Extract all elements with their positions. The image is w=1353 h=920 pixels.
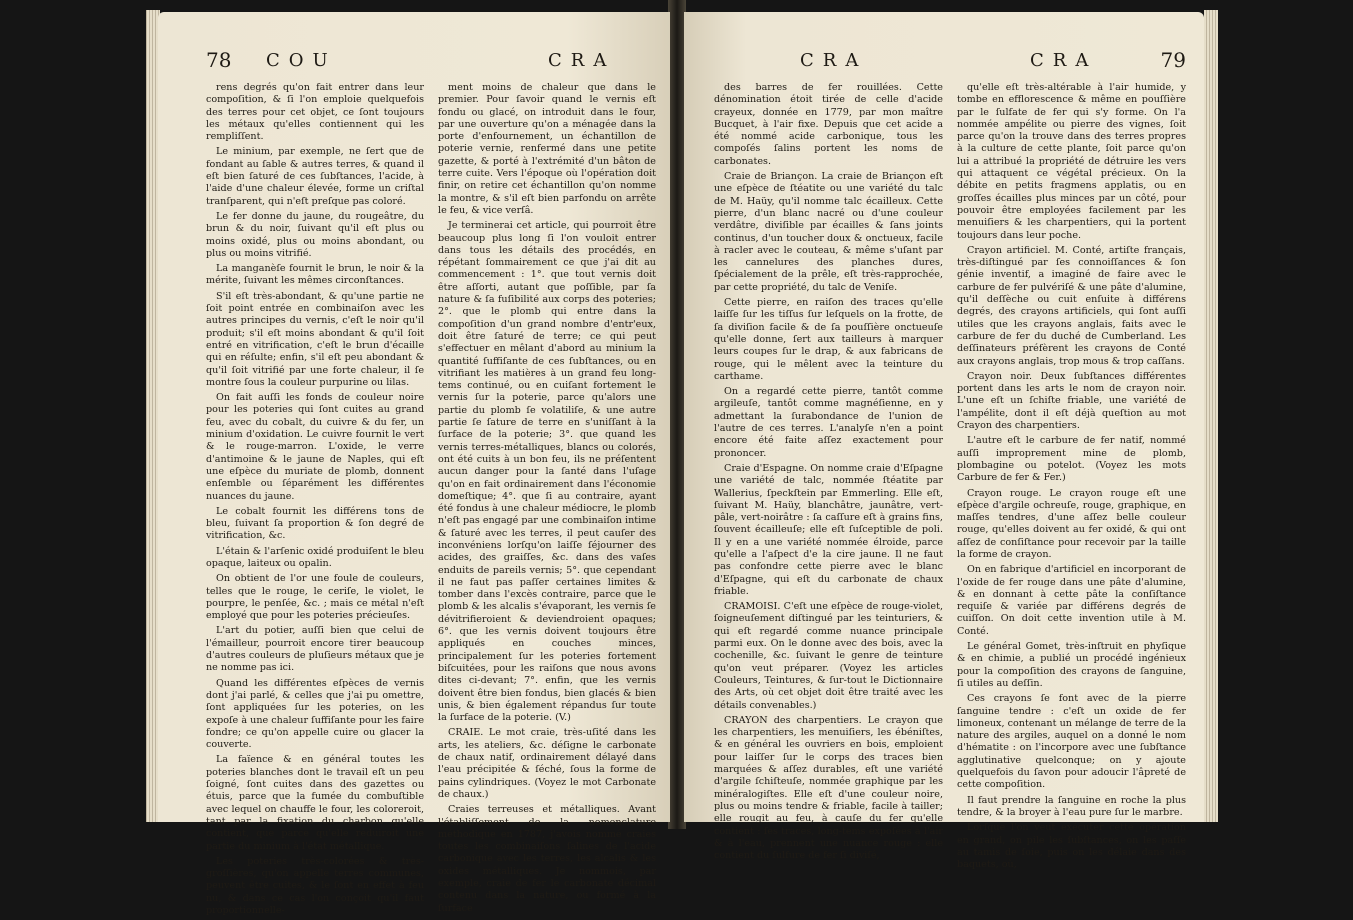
entry-crayon-artificiel: Crayon artificiel. M. Conté, artiſte français, très-diſtingué par ſes connoiſſances & ſon génie inventif, a imaginé de faire avec le carbure de fer pulvériſé & une pâte d'alumine, qu'il deſſèche ou cuit enſuite à différens degrés, des crayons artificiels, qui ſont auſſi utiles que les crayons anglais, faits avec le carbure de fer du duché de Cumberland. Les deſſinateurs préfèrent les crayons de Conté aux crayons anglais, trop mous & trop caſſans.	[957, 244, 1186, 367]
paragraph: Ces crayons ſe font avec de la pierre ſanguine tendre : c'eſt un oxide de fer limoneux, contenant un mélange de terre de la nature des argiles, auquel on a donné le nom d'hématite : on l'incorpore avec une ſubſtance agglutinative quelconque; on y ajoute quelquefois du ſavon pour adoucir l'âpreté de cette compoſition.	[957, 693, 1186, 791]
entry-craies-terreuses: Craies terreuses et métalliques. Avant l'établiſſement de la nomenclature méthodique en 1787, j'avois nommé craies toutes les combinaiſons ſalines de l'acide carbonique avec les terres, les alcalis & les oxides métalliques. Je nommois, par exemple, craie de fer le carbonate décimal contenu dans la nature, ou formé à la ſurface	[438, 804, 656, 914]
paragraph: Quand les différentes eſpèces de vernis dont j'ai parlé, & celles que j'ai pu omettre, ſont appliquées ſur les poteries, on les expoſe à une chaleur ſuffiſante pour les faire fondre; ce qu'on appelle cuire ou glacer la couverte.	[206, 677, 424, 751]
paragraph: Cette pierre, en raiſon des traces qu'elle laiſſe ſur les tiſſus ſur leſquels on la frotte, de ſa diviſion facile & de ſa pouſſière onctueuſe qu'elle donne, ſert aux tailleurs à marquer leurs coupes ſur le drap, & aux fabricans de rouge, qui le mêlent avec la teinture du carthame.	[714, 297, 943, 382]
right-page	[684, 12, 1204, 871]
entry-craie-de-briancon: Craie de Briançon. La craie de Briançon eſt une eſpèce de ſtéatite ou une variété du talc de M. Haüy, qu'il nomme talc écailleux. Cette pierre, d'un blanc nacré ou d'une couleur verdâtre, diviſible par écailles & ſans joints continus, d'un toucher doux & onctueux, facile à racler avec le couteau, & même s'uſant par les cannelures des planches dures, ſpécialement de la prêle, eſt très-rapprochée, par cette propriété, du talc de Veniſe.	[714, 171, 943, 293]
entry-craie: CRAIE. Le mot craie, très-uſité dans les arts, les ateliers, &c. déſigne le carbonate de chaux natif, ordinairement délayé dans l'eau précipitée & ſéché, ſous la forme de pains cylindriques. (Voyez le mot Carbonate de chaux.)	[438, 727, 656, 800]
paragraph: S'il eſt très-abondant, & qu'une partie ne ſoit point entrée en combinaiſon avec les autres principes du vernis, c'eſt le noir qu'il produit; s'il eſt moins abondant & qu'il ſoit entré en vitrification, c'eſt le brun d'écaille qui en réſulte; enfin, s'il eſt peu abondant & qu'il ſoit vitrifié par une forte chaleur, il ſe montre ſous la couleur purpurine ou lilas.	[206, 290, 424, 388]
left-head-word-1: COU	[266, 50, 337, 71]
paragraph: On a regardé cette pierre, tantôt comme argileuſe, tantôt comme magnéſienne, en y admettant la ſurabondance de l'union de l'autre de ces terres. L'analyſe n'en a point encore été faite aſſez exactement pour prononcer.	[714, 386, 943, 459]
right-page-number: 79	[1160, 48, 1186, 72]
left-column-1	[206, 82, 424, 920]
right-head-word-2: CRA	[1030, 50, 1098, 71]
paragraph: des barres de fer rouillées. Cette dénomination étoit tirée de celle d'acide crayeux, donnée en 1779, par mon maître Bucquet, à l'air fixe. Depuis que cet acide a été nommé acide carbonique, tous les compoſés ſalins portent les noms de carbonates.	[714, 82, 943, 167]
right-head-word-1: CRA	[800, 50, 868, 71]
right-running-head	[714, 48, 1186, 78]
paragraph: qu'elle eſt très-altérable à l'air humide, y tombe en efflorescence & même en pouſſière par le ſulfate de fer qui s'y forme. On l'a nommée ampélite ou pierre des vignes, ſoit parce qu'on la trouve dans des terres propres à la culture de cette plante, ſoit parce qu'on lui a attribué la propriété de détruire les vers qui attaquent ce végétal précieux. On la débite en petits fragmens applatis, ou en groſſes écailles plus minces par un côté, pour pouvoir être employées facilement par les menuiſiers & les charpentiers, qui la portent toujours dans leur poche.	[957, 82, 1186, 241]
right-page-edge	[1204, 10, 1218, 822]
left-page-number: 78	[206, 48, 232, 72]
paragraph: Il faut prendre la ſanguine en roche la plus tendre, & la broyer à l'eau pure ſur le marbre.	[957, 794, 1186, 818]
left-head-word-2: CRA	[548, 50, 616, 71]
paragraph: Le minium, par exemple, ne ſert que de fondant au ſable & autres terres, & quand il eſt bien ſaturé de ces ſubſtances, l'acide, à l'aide d'une chaleur élevée, forme un criſtal tranſparent, qui n'eſt preſque pas coloré.	[206, 146, 424, 207]
entry-crayon-noir: Crayon noir. Deux ſubſtances différentes portent dans les arts le nom de crayon noir. L'une eſt un ſchiſte friable, une variété de l'ampélite, dont il eſt déjà queſtion au mot Crayon des charpentiers.	[957, 370, 1186, 432]
paragraph: L'art du potier, auſſi bien que celui de l'émailleur, pourroit encore tirer beaucoup d'autres couleurs de pluſieurs métaux que je ne nomme pas ici.	[206, 625, 424, 674]
paragraph: rens degrés qu'on fait entrer dans leur compoſition, & ſi l'on emploie quelquefois des terres pour cet objet, ce ſont toujours les métaux qu'elles contiennent qui les rempliſſent.	[206, 82, 424, 143]
paragraph: L'autre eſt le carbure de fer natif, nommé auſſi improprement mine de plomb, plombagine ou potelot. (Voyez les mots Carbure de fer & Fer.)	[957, 435, 1186, 484]
left-column-2	[438, 82, 656, 920]
paragraph: L'étain & l'arſenic oxidé produiſent le bleu opaque, laiteux ou opalin.	[206, 545, 424, 569]
paragraph: On fait auſſi les fonds de couleur noire pour les poteries qui ſont cuites au grand feu, avec du cobalt, du cuivre & du fer, un minium d'oxidation. Le cuivre fournit le vert & le rouge-marron. L'oxide, le verre d'antimoine & le jaune de Naples, qui eſt une eſpèce du muriate de plomb, donnent enſemble ou ſéparément les différentes nuances du jaune.	[206, 392, 424, 502]
paragraph: Les poteries très-colorées & très-groſſières, qu'on appelle terres communes, peuvent être cuites, & le ſont en effet à feu nu, & dans ce cas l'on conçoit qu'il faut proportionnelle-	[206, 855, 424, 916]
paragraph: Le général Gomet, très-inſtruit en phyſique & en chimie, a publié un procédé ingénieux pour la compoſition des crayons de ſanguine, ſi utiles au deſſin.	[957, 641, 1186, 689]
paragraph: Je terminerai cet article, qui pourroit être beaucoup plus long ſi l'on vouloit entrer dans tous les détails des procédés, en répétant ſommairement ce que j'ai dit au commencement : 1°. que tout vernis doit être aſſorti, autant que poſſible, par ſa nature & ſa fuſibilité aux corps des poteries; 2°. que le plomb qui entre dans la compoſition d'un grand nombre d'entr'eux, doit être ſaturé de terre; ce qui peut s'effectuer en mêlant d'abord au minium la quantité ſuffiſante de ces ſubſtances, ou en vitrifiant les matières à un grand feu long-tems continué, ou en cuiſant fortement le vernis ſur la poterie, parce qu'alors une partie du plomb ſe volatiliſe, & une autre partie ſe ſature de terre en s'uniſſant à la ſurface de la poterie; 3°. que quand les vernis terres-métalliques, blancs ou colorés, ont été cuits à un bon feu, ils ne préſentent aucun danger pour la ſanté dans l'uſage qu'on en fait ordinairement dans l'économie domeſtique; 4°. que ſi au contraire, ayant été fondus à une chaleur médiocre, le plomb n'eſt pas engagé par une combinaiſon intime & ſaturé avec les terres, il peut cauſer des inconvéniens lorſqu'on laiſſe ſéjourner des acides, des graiſſes, &c. dans des vaſes enduits de pareils vernis; 5°. que cependant il ne faut pas paſſer certaines limites & tomber dans l'excès contraire, parce que le plomb & les alcalis s'évaporant, les vernis ſe dévitrifieroient & deviendroient opaques; 6°. que les vernis doivent toujours être appliqués en couches minces, principalement ſur les poteries fortement biſcuitées, pour les raiſons que nous avons dites ci-devant; 7°. enfin, que les vernis doivent être bien fondus, bien glacés & bien unis, & bien également répandus ſur toute la ſurface de la poterie. (V.)	[438, 220, 656, 724]
right-column-1	[714, 82, 943, 874]
left-running-head	[206, 48, 656, 78]
entry-crayon-des-charpentiers: CRAYON des charpentiers. Le crayon que les charpentiers, les menuiſiers, les ébéniſtes, & en général les ouvriers en bois, emploient pour laiſſer ſur le corps des traces bien marquées & aſſez durables, eſt une variété d'argile ſchiſteuſe, nommée graphique par les minéralogiſtes. Elle eſt d'une couleur noire, plus ou moins tendre & friable, facile à tailler; elle rougit au feu, à cauſe du fer qu'elle contient : ſes traces, long-tems expoſées à l'air & à l'eau, prennent une nuance rouge : elle contient du ſulfure de fer ſi diviſé,	[714, 714, 943, 862]
paragraph: Le cobalt fournit les différens tons de bleu, ſuivant ſa proportion & ſon degré de vitrification, &c.	[206, 505, 424, 542]
paragraph: La faïence & en général toutes les poteries blanches dont le travail eſt un peu ſoigné, ſont cuites dans des gazettes ou étuis, parce que la fumée du combuſtible avec lequel on chauffe le four, les coloreroit, tant par la fixation du charbon qu'elle contient, que parce qu'elle réduiroit une partie du minium à l'état métallique.	[206, 754, 424, 852]
right-column-2	[957, 82, 1186, 874]
left-page	[158, 12, 670, 916]
paragraph: On obtient de l'or une foule de couleurs, telles que le rouge, le ceriſe, le violet, le pourpre, le penſée, &c. ; mais ce métal n'eſt employé que pour les poteries précieuſes.	[206, 573, 424, 622]
paragraph: Lorſque l'on veut exécuter cette opération en grand, on pile les ſubſtances, on les paſſe au tamis de ſoie, puis on les délaie dans des baquets, où,	[957, 822, 1186, 871]
paragraph: On en fabrique d'artificiel en incorporant de l'oxide de fer rouge dans une pâte d'alumine, & en donnant à cette pâte la conſiſtance requiſe & variée par différens degrés de cuiſſon. On doit cette invention utile à M. Conté.	[957, 564, 1186, 637]
entry-crayon-rouge: Crayon rouge. Le crayon rouge eſt une eſpèce d'argile ochreuſe, rouge, graphique, en maſſes tendres, d'une aſſez belle couleur rouge, qu'elles doivent au fer oxidé, & qui ont aſſez de conſiſtance pour recevoir par la taille la forme de crayon.	[957, 487, 1186, 560]
paragraph: ment moins de chaleur que dans le premier. Pour ſavoir quand le vernis eſt fondu ou glacé, on introduit dans le four, par une ouverture qu'on a ménagée dans la porte d'enfournement, un échantillon de poterie vernie, renfermé dans une petite gazette, & porté à l'extrémité d'un bâton de terre cuite. Vers l'époque où l'opération doit finir, on retire cet échantillon qu'on nomme la montre, & s'il eſt bien parfondu on arrête le feu, & vice verſâ.	[438, 82, 656, 216]
entry-cramoisi: CRAMOISI. C'eſt une eſpèce de rouge-violet, ſoigneuſement diſtingué par les teinturiers, & qui eſt regardé comme nuance principale parmi eux. On le donne avec des bois, avec la cochenille, &c. ſuivant le genre de teinture qu'on veut préparer. (Voyez les articles Couleurs, Teintures, & ſur-tout le Dictionnaire des Arts, où cet objet doit être traité avec les détails convenables.)	[714, 601, 943, 711]
entry-craie-d-espagne: Craie d'Espagne. On nomme craie d'Eſpagne une variété de talc, nommée ſtéatite par Wallerius, ſpeckſtein par Emmerling. Elle eſt, ſuivant M. Haüy, blanchâtre, jaunâtre, vert-pâle, vert-noirâtre : ſa caſſure eſt à grains fins, ſouvent écailleuſe; elle eſt ſuſceptible de poli. Il y en a une variété nommée élroide, parce qu'elle a l'aſpect d'e la cire jaune. Il ne faut pas confondre cette pierre avec le blanc d'Eſpagne, qui eſt du carbonate de chaux friable.	[714, 462, 943, 597]
paragraph: Le fer donne du jaune, du rougeâtre, du brun & du noir, ſuivant qu'il eſt plus ou moins oxidé, plus ou moins abondant, ou plus ou moins vitrifié.	[206, 210, 424, 259]
paragraph: La manganèſe fournit le brun, le noir & la mérite, ſuivant les mêmes circonſtances.	[206, 263, 424, 287]
